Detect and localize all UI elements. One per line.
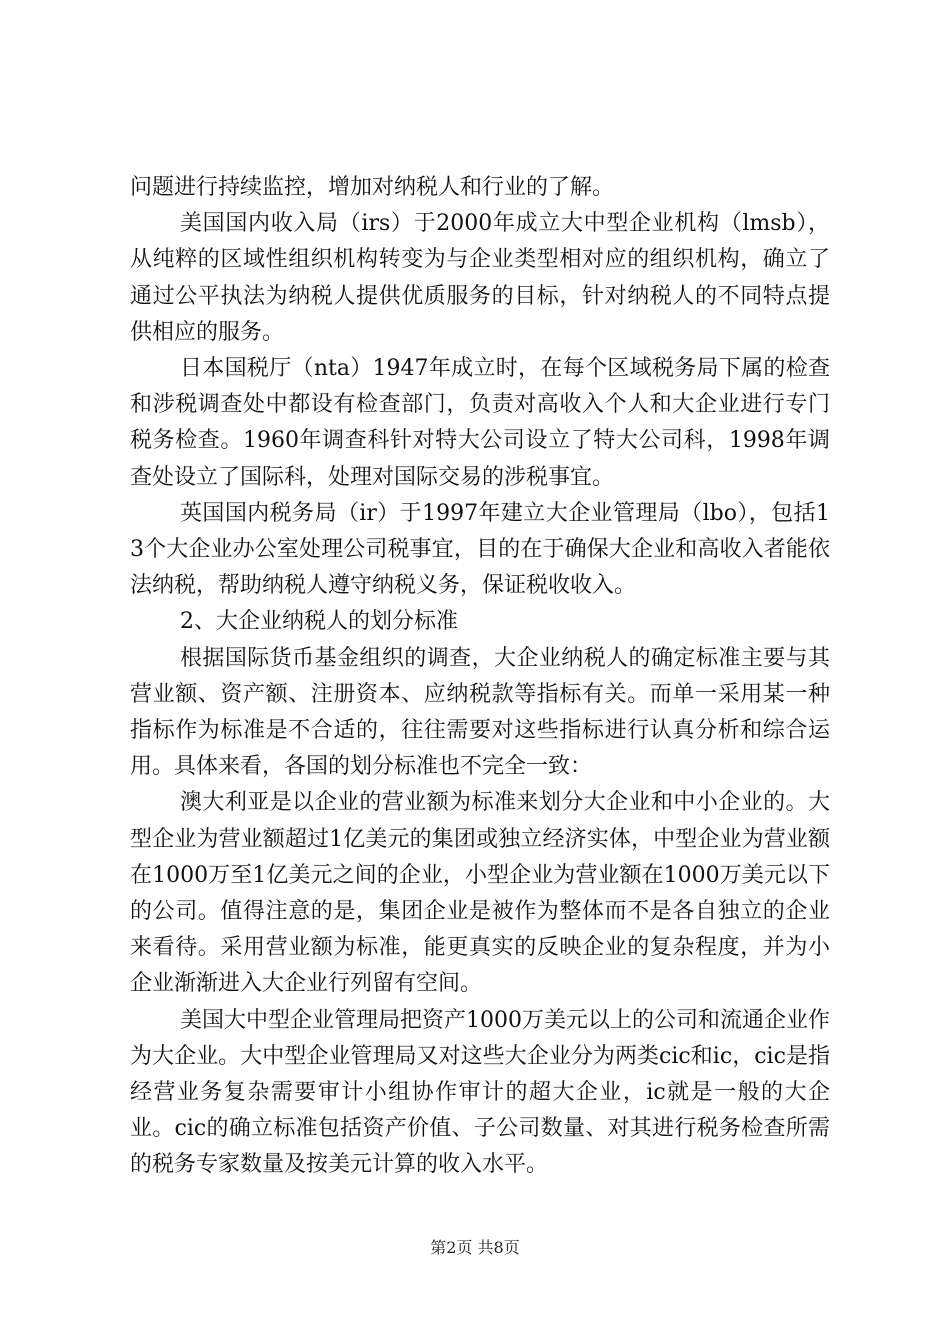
section-heading: 2、大企业纳税人的划分标准 bbox=[180, 609, 458, 635]
paragraph-japan-nta: 日本国税厅（nta）1947年成立时，在每个区域税务局下属的检查和涉税调查处中都设有检查部门，负责对高收入个人和大企业进行专门税务检查。1960年调查科针对特大公司设立了特大公司科，1998年调查处设立了国际科，处理对国际交易的涉税事宜。 bbox=[130, 356, 830, 490]
document-body bbox=[130, 170, 830, 1184]
paragraph-imf-survey: 根据国际货币基金组织的调查，大企业纳税人的确定标准主要与其营业额、资产额、注册资本、应纳税款等指标有关。而单一采用某一种指标作为标准是不合适的，往往需要对这些指标进行认真分析和综合运用。具体来看，各国的划分标准也不完全一致： bbox=[130, 645, 830, 780]
paragraph-us-lmsb: 美国大中型企业管理局把资产1000万美元以上的公司和流通企业作为大企业。大中型企业管理局又对这些大企业分为两类cic和ic，cic是指经营业务复杂需要审计小组协作审计的超大企业，ic就是一般的大企业。cic的确立标准包括资产价值、子公司数量、对其进行税务检查所需的税务专家数量及按美元计算的收入水平。 bbox=[130, 1007, 830, 1178]
paragraph-australia: 澳大利亚是以企业的营业额为标准来划分大企业和中小企业的。大型企业为营业额超过1亿美元的集团或独立经济实体，中型企业为营业额在1000万至1亿美元之间的企业，小型企业为营业额在1000万美元以下的公司。值得注意的是，集团企业是被作为整体而不是各自独立的企业来看待。采用营业额为标准，能更真实的反映企业的复杂程度，并为小企业渐渐进入大企业行列留有空间。 bbox=[130, 790, 830, 997]
page-footer: 第2页 共8页 bbox=[430, 1238, 520, 1257]
paragraph-continuation: 问题进行持续监控，增加对纳税人和行业的了解。 bbox=[130, 175, 615, 200]
paragraph-uk-ir: 英国国内税务局（ir）于1997年建立大企业管理局（lbo），包括13个大企业办公室处理公司税事宜，目的在于确保大企业和高收入者能依法纳税，帮助纳税人遵守纳税义务，保证税收收入。 bbox=[130, 500, 830, 599]
paragraph-us-irs: 美国国内收入局（irs）于2000年成立大中型企业机构（lmsb），从纯粹的区域性组织机构转变为与企业类型相对应的组织机构，确立了通过公平执法为纳税人提供优质服务的目标，针对纳税人的不同特点提供相应的服务。 bbox=[130, 211, 830, 345]
